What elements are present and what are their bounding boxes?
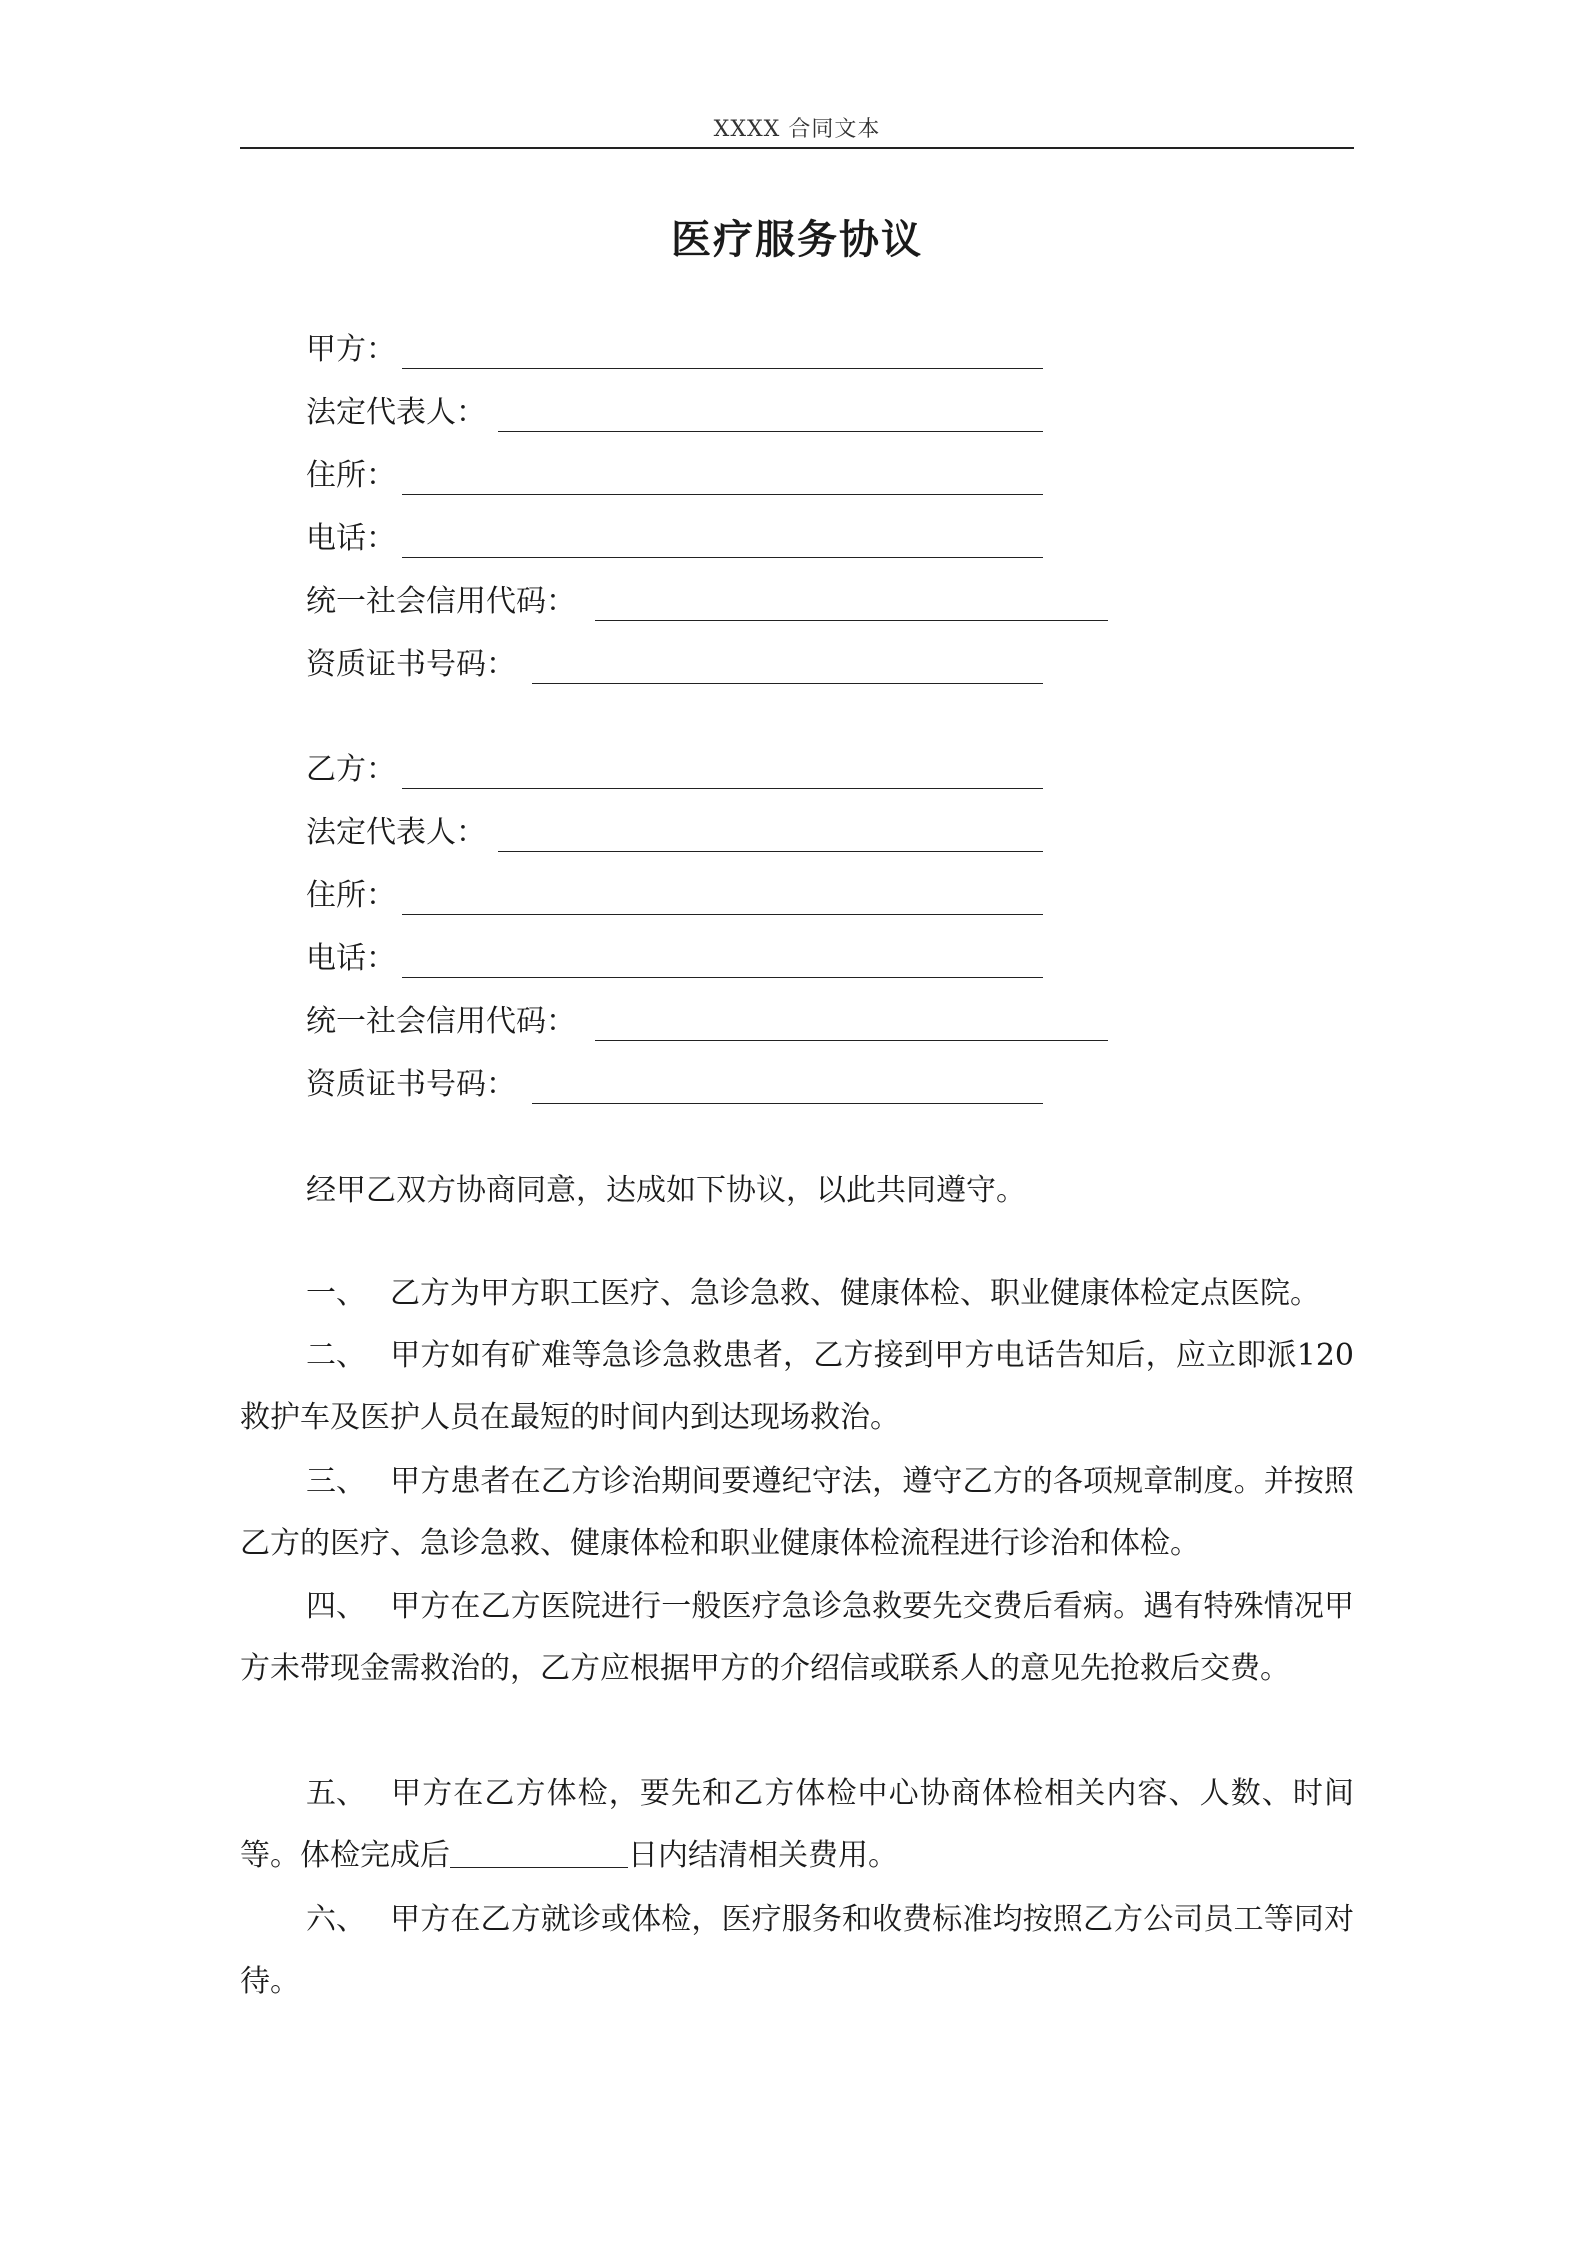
party-b-label: 乙方： bbox=[306, 752, 396, 787]
clause-text-after-blank: 日内结清相关费用。 bbox=[628, 1838, 898, 1873]
clause-text: 甲方在乙方就诊或体检，医疗服务和收费标准均按照乙方公司员工等同对待。 bbox=[240, 1902, 1354, 1999]
party-b-cert-label: 资质证书号码： bbox=[306, 1067, 516, 1102]
party-a-credit-code-field bbox=[306, 580, 576, 624]
party-b-cert-blank-line bbox=[532, 1103, 1043, 1104]
clause-number: 二、 bbox=[306, 1338, 366, 1373]
party-a-cert-field bbox=[306, 643, 516, 687]
clause-text: 甲方如有矿难等急诊急救患者，乙方接到甲方电话告知后，应立即派120救护车及医护人员在最短的时间内到达现场救治。 bbox=[240, 1338, 1354, 1435]
party-a-address-blank-line bbox=[402, 494, 1043, 495]
party-b-credit-code-field bbox=[306, 1000, 576, 1044]
party-b-legal-rep-label: 法定代表人： bbox=[306, 815, 486, 850]
page-header: XXXX 合同文本 bbox=[713, 117, 881, 142]
party-a-name-field bbox=[306, 328, 396, 372]
clause-number: 六、 bbox=[306, 1902, 366, 1937]
party-a-phone-field bbox=[306, 517, 396, 561]
clause-1 bbox=[240, 1263, 1354, 1325]
days-blank-line bbox=[450, 1839, 628, 1868]
clause-number: 一、 bbox=[306, 1276, 366, 1311]
clause-2 bbox=[240, 1325, 1354, 1449]
party-a-label: 甲方： bbox=[306, 332, 396, 367]
clause-text-before-blank: 甲方在乙方体检，要先和乙方体检中心协商体检相关内容、人数、时间等。体检完成后 bbox=[240, 1776, 1354, 1873]
party-a-legal-rep-field bbox=[306, 391, 486, 435]
party-b-cert-field bbox=[306, 1063, 516, 1107]
party-a-cert-label: 资质证书号码： bbox=[306, 647, 516, 682]
party-a-credit-code-label: 统一社会信用代码： bbox=[306, 584, 576, 619]
party-b-address-blank-line bbox=[402, 914, 1043, 915]
party-b-phone-blank-line bbox=[402, 977, 1043, 978]
party-b-legal-rep-blank-line bbox=[498, 851, 1043, 852]
clause-6 bbox=[240, 1889, 1354, 2013]
party-b-phone-field bbox=[306, 937, 396, 981]
clause-text: 乙方为甲方职工医疗、急诊急救、健康体检、职业健康体检定点医院。 bbox=[390, 1276, 1320, 1311]
party-b-blank-line bbox=[402, 788, 1043, 789]
party-a-legal-rep-blank-line bbox=[498, 431, 1043, 432]
party-a-credit-code-blank-line bbox=[595, 620, 1108, 621]
party-b-name-field bbox=[306, 748, 396, 792]
clause-3 bbox=[240, 1451, 1354, 1575]
party-b-credit-code-blank-line bbox=[595, 1040, 1108, 1041]
party-b-address-field bbox=[306, 874, 396, 918]
intro-text: 经甲乙双方协商同意，达成如下协议，以此共同遵守。 bbox=[306, 1173, 1026, 1208]
clause-text: 甲方患者在乙方诊治期间要遵纪守法，遵守乙方的各项规章制度。并按照乙方的医疗、急诊急救、健康体检和职业健康体检流程进行诊治和体检。 bbox=[240, 1464, 1354, 1561]
clause-5 bbox=[240, 1763, 1354, 1887]
party-b-address-label: 住所： bbox=[306, 878, 396, 913]
clause-number: 五、 bbox=[306, 1776, 366, 1811]
party-a-blank-line bbox=[402, 368, 1043, 369]
party-a-phone-blank-line bbox=[402, 557, 1043, 558]
document-title: 医疗服务协议 bbox=[671, 216, 923, 263]
party-a-phone-label: 电话： bbox=[306, 521, 396, 556]
party-b-phone-label: 电话： bbox=[306, 941, 396, 976]
clause-4 bbox=[240, 1576, 1354, 1700]
party-a-legal-rep-label: 法定代表人： bbox=[306, 395, 486, 430]
clause-text: 甲方在乙方医院进行一般医疗急诊急救要先交费后看病。遇有特殊情况甲方未带现金需救治的，乙方应根据甲方的介绍信或联系人的意见先抢救后交费。 bbox=[240, 1589, 1354, 1686]
party-a-address-field bbox=[306, 454, 396, 498]
party-a-cert-blank-line bbox=[532, 683, 1043, 684]
header-rule bbox=[240, 147, 1354, 149]
clause-number: 三、 bbox=[306, 1464, 366, 1499]
clause-number: 四、 bbox=[306, 1589, 366, 1624]
party-b-credit-code-label: 统一社会信用代码： bbox=[306, 1004, 576, 1039]
party-a-address-label: 住所： bbox=[306, 458, 396, 493]
party-b-legal-rep-field bbox=[306, 811, 486, 855]
intro-paragraph bbox=[240, 1160, 1354, 1222]
